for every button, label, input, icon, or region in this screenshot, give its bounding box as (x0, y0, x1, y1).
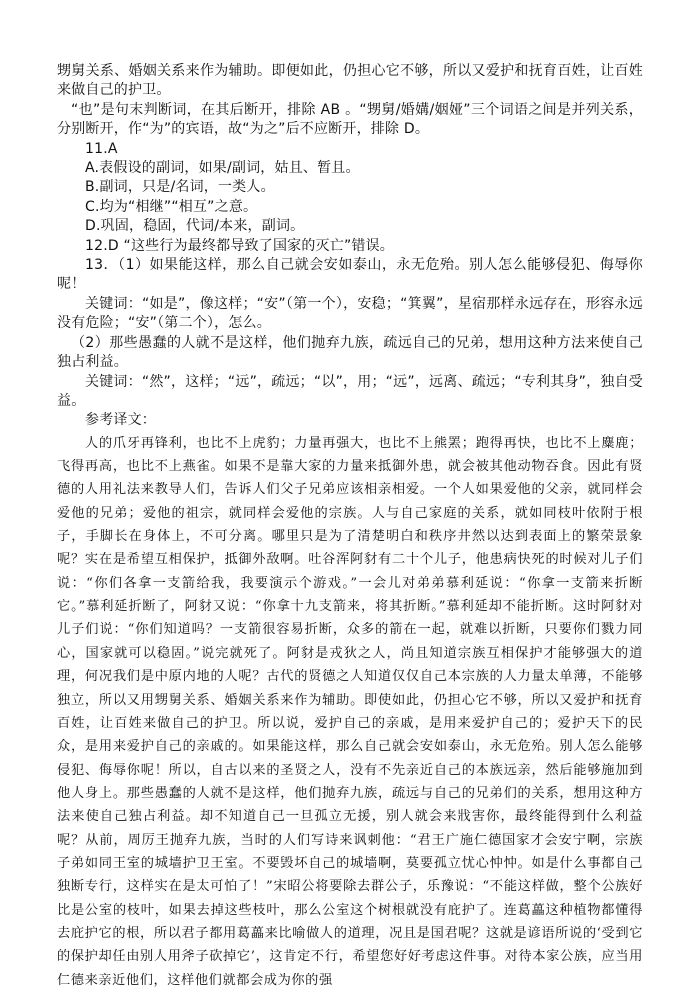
continued-paragraph: 甥舅关系、婚姻关系来作为辅助。即便如此，仍担心它不够，所以又爱护和抚育百姓，让百姓来做自己的护卫。 (57, 63, 643, 99)
explanation-paragraph: “也”是句末判断词，在其后断开，排除 AB 。“甥舅/婚媾/姻娅”三个词语之间是并列关系，分别断开，作“为”的宾语，故“为之”后不应断开，排除 D。 (57, 101, 643, 138)
option-a: A.表假设的副词，如果/副词，姑且、暂且。 (85, 160, 360, 177)
option-d: D.巩固，稳固，代词/本来，副词。 (85, 218, 305, 235)
reference-translation-text: 人的爪牙再锋利，也比不上虎豹；力量再强大，也比不上熊罴；跑得再快，也比不上麋鹿；飞得再高，也比不上燕雀。如果不是靠大家的力量来抵御外患，就会被其他动物吞食。因此有贤德的人用礼法来教导人们，告诉人们父子兄弟应该相亲相爱。一个人如果爱他的父亲，就同样会爱他的兄弟；爱他的祖宗，就同样会爱他的宗族。人与自己家庭的关系，就如同枝叶依附于根子，手脚长在身体上，不可分离。哪里只是为了清楚明白和秩序井然以达到表面上的繁荣景象呢？实在是希望互相保护，抵御外敌啊。吐谷浑阿豺有二十个儿子，他患病快死的时候对儿子们说：“你们各拿一支箭给我，我要演示个游戏。”一会儿对弟弟慕利延说：“你拿一支箭来折断它。”慕利延折断了，阿豺又说：“你拿十九支箭来，将其折断。”慕利延却不能折断。这时阿豺对儿子们说：“你们知道吗？一支箭很容易折断，众多的箭在一起，就难以折断，只要你们戮力同心，国家就可以稳固。”说完就死了。阿豺是戎狄之人，尚且知道宗族互相保护才能够强大的道理，何况我们是中原内地的人呢？古代的贤德之人知道仅仅自己本宗族的人力量太单薄，不能够独立，所以又用甥舅关系、婚姻关系来作为辅助。即使如此，仍担心它不够，所以又爱护和抚育百姓，让百姓来做自己的护卫。所以说，爱护自己的亲戚，是用来爱护自己的；爱护天下的民众，是用来爱护自己的亲戚的。如果能这样，那么自己就会安如泰山，永无危殆。别人怎么能够侵犯、侮辱你呢！所以，自古以来的圣贤之人，没有不先亲近自己的本族远亲，然后能够施加到他人身上。那些愚蠢的人就不是这样，他们抛弃九族，疏远与自己的兄弟们的关系，想用这种方法来使自己独占利益。却不知道自己一旦孤立无援，别人就会来戕害你，最终能得到什么利益呢？从前，周厉王抛弃九族，当时的人们写诗来讽刺他：“君王广施仁德国家才会安宁啊，宗族子弟如同王室的城墙护卫王室。不要毁坏自己的城墙啊，莫要孤立忧心忡忡。如是什么事都自己独断专行，这样实在是太可怕了！”宋昭公将要除去群公子，乐豫说：“不能这样做，整个公族好比是公室的枝叶，如果去掉这些枝叶，那么公室这个树根就没有庇护了。连葛藟这种植物都懂得去庇护它的根，所以君子都用葛藟来比喻做人的道理，况且是国君呢？这就是谚语所说的‘受到它的保护却任由别人用斧子砍掉它’，这肯定不行，希望您好好考虑这件事。对待本家公族，应当用仁德来亲近他们，这样他们就都会成为你的强 (57, 435, 643, 988)
answer-12: 12.D “这些行为最终都导致了国家的灭亡”错误。 (85, 237, 394, 254)
answer-11: 11.A (85, 140, 118, 157)
option-b: B.副词，只是/名词，一类人。 (85, 179, 275, 196)
keywords-part2: 关键词：“然”，这样；“远”，疏远；“以”，用；“远”，远离、疏远；“专利其身”，独自受益。 (57, 373, 643, 409)
option-c: C.均为“相继”“相互”之意。 (85, 198, 258, 215)
answer-13-part1: 13．（1）如果能这样，那么自己就会安如泰山，永无危殆。别人怎么能够侵犯、侮辱你呢！ (57, 257, 643, 293)
document-page (57, 62, 643, 992)
keywords-part1: 关键词：“如是”，像这样；“安”（第一个），安稳；“箕翼”，星宿那样永远存在，形容永远没有危险；“安”（第二个），怎么。 (57, 295, 643, 332)
reference-translation-title: 参考译文： (85, 412, 156, 429)
answer-13-part2: （2）那些愚蠢的人就不是这样，他们抛弃九族，疏远自己的兄弟，想用这种方法来使自己独占利益。 (57, 334, 643, 371)
